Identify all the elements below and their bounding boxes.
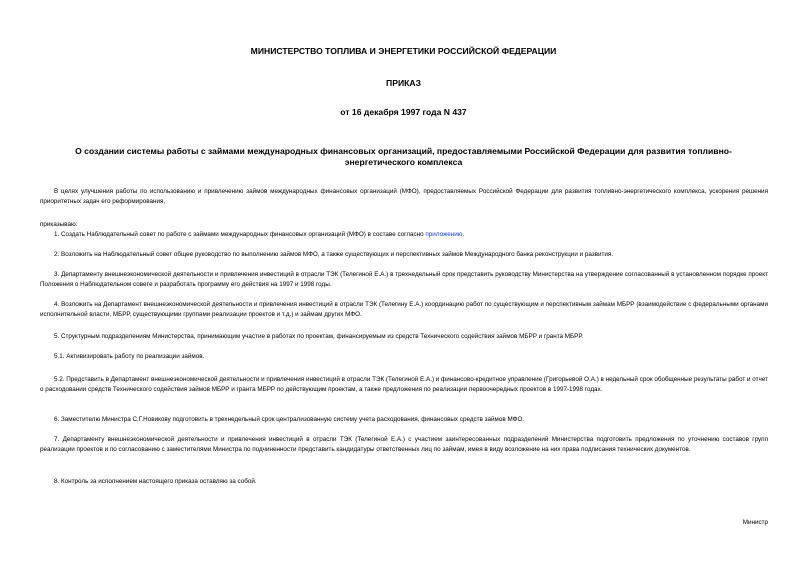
item-1-text: 1. Создать Наблюдательный совет по работе с займами международных финансовых организаций (МФО) в составе согласно <box>54 231 426 238</box>
document-date-number: от 16 декабря 1997 года N 437 <box>340 107 467 117</box>
order-word: приказываю: <box>40 221 78 228</box>
document-title: О создании системы работы с займами международных финансовых организаций, предоставляемыми Российской Федерации для развития топливно-энергетического комплекса <box>75 146 732 167</box>
document-type: ПРИКАЗ <box>386 78 421 88</box>
item-1 <box>40 230 768 240</box>
item-6: 6. Заместителю Министра С.Г.Новикову подготовить в трехнедельный срок централизованную систему учета расходования, финансовых средств займов МФО. <box>54 416 525 423</box>
item-5-2: 5.2. Представить в Департамент внешнеэкономической деятельности и привлечения инвестиций в отрасли ТЭК (Телегиной Е.А.) и финансово-кредитное управление (Григорьевой О.А.) в недельный срок обобщенные результаты работ и отчет о расходовании средств Технического содействия займов МБРР и гранта МБРР по действующим проектам, а также предложения по реализации первоочередных проектов в 1997-1998 годах. <box>40 376 768 393</box>
signature-title: Министр <box>742 519 768 526</box>
item-8: 8. Контроль за исполнением настоящего приказа оставляю за собой. <box>54 478 257 485</box>
ministry-heading: МИНИСТЕРСТВО ТОПЛИВА И ЭНЕРГЕТИКИ РОССИЙСКОЙ ФЕДЕРАЦИИ <box>250 46 557 56</box>
appendix-link[interactable]: приложению <box>425 231 463 238</box>
item-7: 7. Департаменту внешнеэкономической деятельности и привлечения инвестиций в отрасли ТЭК (Телегиной Е.А.) с участием заинтересованных подразделений Министерства подготовить предложения по уточнению составов групп реализации проектов и по согласованию с заместителями Министра по подчиненности представить кандидатуры ответственных лиц по займам, имея в виду возложение на них права подписания технических документов. <box>40 436 768 453</box>
item-2: 2. Возложить на Наблюдательный совет общее руководство по выполнению займов МФО, а также существующих и перспективных займов Международного банка реконструкции и развития. <box>54 251 614 258</box>
item-5-1: 5.1. Активизировать работу по реализации займов. <box>54 353 205 360</box>
item-1-end: . <box>462 231 465 238</box>
preamble: В целях улучшения работы по использованию и привлечению займов международных финансовых организаций (МФО), предоставляемых Российской Федерации для развития топливно-энергетического комплекса, ускорения решения приоритетных задач его реформирования, <box>40 188 768 205</box>
item-4: 4. Возложить на Департамент внешнеэкономической деятельности и привлечения инвестиций в отрасли ТЭК (Телегину Е.А.) координацию работ по существующим и перспективным займам МБРР (взаимодействие с федеральными органами исполнительной власти, МБРР, существующими группами реализации проектов и т.д.) и займам других МФО. <box>40 301 768 318</box>
item-5: 5. Структурным подразделениям Министерства, принимающим участие в работах по проектам, финансируемым из средств Технического содействия займов МБРР и гранта МБРР. <box>54 333 584 340</box>
item-3: 3. Департаменту внешнеэкономической деятельности и привлечения инвестиций в отрасли ТЭК (Телегиной Е.А.) в трехнедельный срок представить руководству Министерства на утверждение согласованный в установленном порядке проект Положения о Наблюдательном совете и разработать программу его действия на 1997 и 1998 годы. <box>40 271 768 288</box>
